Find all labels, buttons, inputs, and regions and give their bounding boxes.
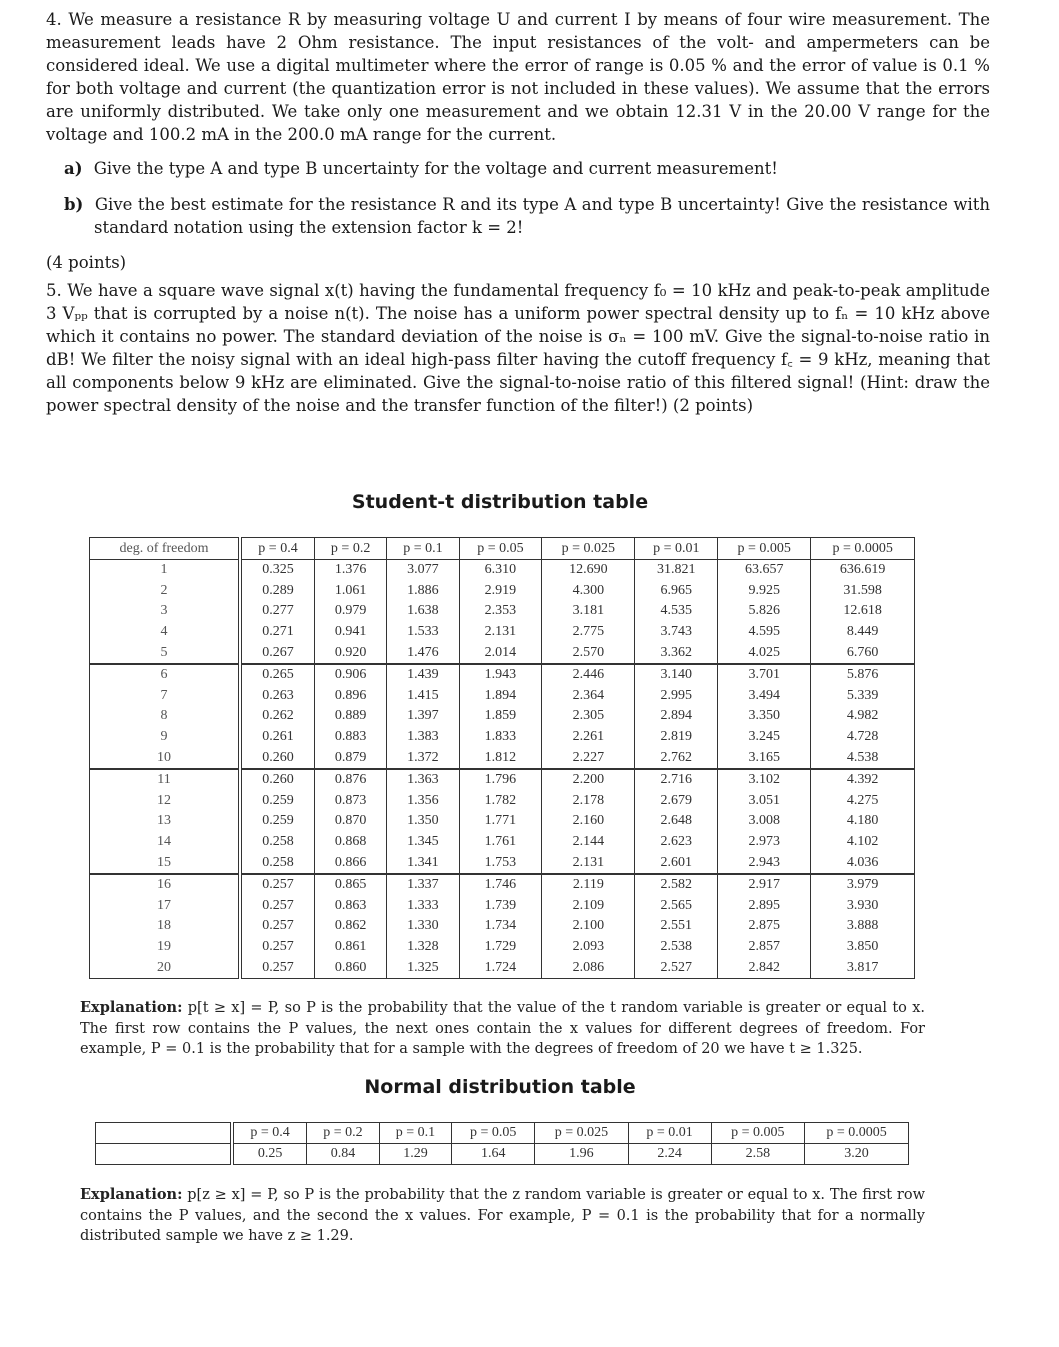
t-value-cell: 3.350 <box>718 706 811 727</box>
dof-cell: 19 <box>90 937 241 958</box>
table-row <box>90 957 915 978</box>
t-value-cell: 0.261 <box>240 727 315 748</box>
t-value-cell: 1.638 <box>387 601 459 622</box>
t-value-cell: 2.305 <box>542 706 635 727</box>
t-value-cell: 1.859 <box>459 706 542 727</box>
t-value-cell: 1.761 <box>459 832 542 853</box>
t-value-cell: 1.812 <box>459 747 542 769</box>
t-value-cell: 0.265 <box>240 664 315 686</box>
t-value-cell: 0.866 <box>315 852 387 874</box>
z-value: 3.20 <box>805 1144 909 1165</box>
t-value-cell: 6.760 <box>811 642 915 664</box>
z-value: 1.64 <box>452 1144 535 1165</box>
t-value-cell: 2.144 <box>542 832 635 853</box>
dof-cell: 1 <box>90 560 241 581</box>
t-value-cell: 0.257 <box>240 896 315 917</box>
t-value-cell: 0.906 <box>315 664 387 686</box>
t-value-cell: 2.679 <box>635 791 718 812</box>
problem-4a-label: a) <box>64 159 83 178</box>
student-t-header-row <box>90 538 915 560</box>
p-header: p = 0.4 <box>232 1123 307 1144</box>
t-value-cell: 5.339 <box>811 686 915 707</box>
problem-4-points: (4 points) <box>46 253 127 272</box>
t-value-cell: 4.728 <box>811 727 915 748</box>
table-row <box>90 642 915 664</box>
t-value-cell: 2.648 <box>635 811 718 832</box>
t-value-cell: 0.257 <box>240 874 315 896</box>
dof-cell: 14 <box>90 832 241 853</box>
t-value-cell: 1.476 <box>387 642 459 664</box>
t-value-cell: 2.716 <box>635 769 718 791</box>
t-value-cell: 1.341 <box>387 852 459 874</box>
t-value-cell: 1.796 <box>459 769 542 791</box>
dof-header: deg. of freedom <box>90 538 241 560</box>
z-value: 2.24 <box>628 1144 711 1165</box>
z-value: 1.96 <box>535 1144 628 1165</box>
t-value-cell: 3.245 <box>718 727 811 748</box>
t-value-cell: 0.257 <box>240 937 315 958</box>
t-value-cell: 1.894 <box>459 686 542 707</box>
t-value-cell: 0.862 <box>315 916 387 937</box>
table-row <box>90 601 915 622</box>
t-value-cell: 2.227 <box>542 747 635 769</box>
t-value-cell: 0.271 <box>240 622 315 643</box>
dof-cell: 20 <box>90 957 241 978</box>
table-row <box>90 560 915 581</box>
p-header: p = 0.2 <box>307 1123 379 1144</box>
t-value-cell: 6.310 <box>459 560 542 581</box>
dof-cell: 16 <box>90 874 241 896</box>
t-value-cell: 2.623 <box>635 832 718 853</box>
student-t-explanation-text: p[t ≥ x] = P, so P is the probability that the value of the t random variable is greater or equal to x. The first row contains the P values, the next ones contain the x values for different degrees of freedom. For example, P = 0.1 is the probability that for a sample with the degrees of freedom of 20 we have t ≥ 1.325. <box>80 1000 925 1057</box>
t-value-cell: 1.782 <box>459 791 542 812</box>
t-value-cell: 0.259 <box>240 791 315 812</box>
t-value-cell: 4.025 <box>718 642 811 664</box>
t-value-cell: 0.896 <box>315 686 387 707</box>
t-value-cell: 0.263 <box>240 686 315 707</box>
t-value-cell: 1.376 <box>315 560 387 581</box>
p-header: p = 0.025 <box>535 1123 628 1144</box>
t-value-cell: 1.734 <box>459 916 542 937</box>
t-value-cell: 4.036 <box>811 852 915 874</box>
t-value-cell: 0.879 <box>315 747 387 769</box>
t-value-cell: 0.865 <box>315 874 387 896</box>
t-value-cell: 1.739 <box>459 896 542 917</box>
t-value-cell: 1.383 <box>387 727 459 748</box>
problem-4b-text: Give the best estimate for the resistance R and its type A and type B uncertainty! Give the resistance with standard notation using the extension factor k = 2! <box>94 195 990 237</box>
t-value-cell: 0.257 <box>240 957 315 978</box>
t-value-cell: 1.337 <box>387 874 459 896</box>
t-value-cell: 4.538 <box>811 747 915 769</box>
problem-5-text: 5. We have a square wave signal x(t) having the fundamental frequency f₀ = 10 kHz and peak-to-peak amplitude 3 Vₚₚ that is corrupted by a noise n(t). The noise has a uniform power spectral density up to fₙ = 10 kHz above which it contains no power. The standard deviation of the noise is σₙ = 100 mV. Give the signal-to-noise ratio in dB! We filter the noisy signal with an ideal high-pass filter having the cutoff frequency f꜀ = 9 kHz, meaning that all components below 9 kHz are eliminated. Give the signal-to-noise ratio of this filtered signal! (Hint: draw the power spectral density of the noise and the transfer function of the filter!) (2 points) <box>46 281 990 415</box>
t-value-cell: 2.551 <box>635 916 718 937</box>
problem-4a <box>64 157 990 180</box>
t-value-cell: 1.345 <box>387 832 459 853</box>
t-value-cell: 1.439 <box>387 664 459 686</box>
p-header: p = 0.01 <box>628 1123 711 1144</box>
t-value-cell: 31.821 <box>635 560 718 581</box>
t-value-cell: 2.100 <box>542 916 635 937</box>
t-value-cell: 4.535 <box>635 601 718 622</box>
t-value-cell: 2.200 <box>542 769 635 791</box>
t-value-cell: 2.570 <box>542 642 635 664</box>
problem-4b-label: b) <box>64 195 84 214</box>
z-value: 2.58 <box>711 1144 804 1165</box>
dof-cell: 11 <box>90 769 241 791</box>
dof-cell: 4 <box>90 622 241 643</box>
normal-header-row <box>96 1123 909 1144</box>
t-value-cell: 1.729 <box>459 937 542 958</box>
t-value-cell: 1.333 <box>387 896 459 917</box>
dof-cell: 9 <box>90 727 241 748</box>
t-value-cell: 4.275 <box>811 791 915 812</box>
t-value-cell: 2.917 <box>718 874 811 896</box>
student-t-explanation-label: Explanation: <box>80 999 183 1016</box>
normal-explanation-text: p[z ≥ x] = P, so P is the probability that the z random variable is greater or equal to x. The first row contains the P values, and the second the x values. For example, P = 0.1 is the probability that for a normally distributed sample we have z ≥ 1.29. <box>80 1187 925 1244</box>
table-row <box>90 811 915 832</box>
normal-title: Normal distribution table <box>364 1076 636 1098</box>
t-value-cell: 0.889 <box>315 706 387 727</box>
t-value-cell: 2.775 <box>542 622 635 643</box>
t-value-cell: 0.860 <box>315 957 387 978</box>
student-t-title: Student-t distribution table <box>351 491 649 513</box>
table-row <box>90 874 915 896</box>
t-value-cell: 12.690 <box>542 560 635 581</box>
normal-table <box>95 1122 909 1165</box>
t-value-cell: 0.259 <box>240 811 315 832</box>
t-value-cell: 2.565 <box>635 896 718 917</box>
t-value-cell: 2.857 <box>718 937 811 958</box>
table-row <box>90 686 915 707</box>
t-value-cell: 4.300 <box>542 581 635 602</box>
normal-explanation <box>80 1185 925 1247</box>
t-value-cell: 0.868 <box>315 832 387 853</box>
t-value-cell: 0.863 <box>315 896 387 917</box>
z-value: 0.25 <box>232 1144 307 1165</box>
t-value-cell: 0.883 <box>315 727 387 748</box>
t-value-cell: 1.886 <box>387 581 459 602</box>
t-value-cell: 1.833 <box>459 727 542 748</box>
t-value-cell: 0.260 <box>240 747 315 769</box>
dof-cell: 12 <box>90 791 241 812</box>
t-value-cell: 3.743 <box>635 622 718 643</box>
t-value-cell: 8.449 <box>811 622 915 643</box>
t-value-cell: 4.102 <box>811 832 915 853</box>
t-value-cell: 3.181 <box>542 601 635 622</box>
dof-cell: 18 <box>90 916 241 937</box>
t-value-cell: 3.008 <box>718 811 811 832</box>
t-value-cell: 0.941 <box>315 622 387 643</box>
t-value-cell: 0.262 <box>240 706 315 727</box>
t-value-cell: 3.701 <box>718 664 811 686</box>
p-header: p = 0.0005 <box>805 1123 909 1144</box>
t-value-cell: 2.446 <box>542 664 635 686</box>
t-value-cell: 0.861 <box>315 937 387 958</box>
t-value-cell: 2.131 <box>542 852 635 874</box>
t-value-cell: 1.328 <box>387 937 459 958</box>
dof-cell: 13 <box>90 811 241 832</box>
z-value: 1.29 <box>379 1144 451 1165</box>
table-row <box>90 852 915 874</box>
t-value-cell: 3.165 <box>718 747 811 769</box>
t-value-cell: 3.979 <box>811 874 915 896</box>
p-header: p = 0.05 <box>452 1123 535 1144</box>
dof-cell: 3 <box>90 601 241 622</box>
normal-value-row <box>96 1144 909 1165</box>
t-value-cell: 1.746 <box>459 874 542 896</box>
t-value-cell: 3.140 <box>635 664 718 686</box>
t-value-cell: 2.261 <box>542 727 635 748</box>
table-row <box>90 706 915 727</box>
t-value-cell: 2.527 <box>635 957 718 978</box>
dof-cell: 8 <box>90 706 241 727</box>
table-row <box>90 896 915 917</box>
t-value-cell: 3.077 <box>387 560 459 581</box>
t-value-cell: 1.363 <box>387 769 459 791</box>
t-value-cell: 2.086 <box>542 957 635 978</box>
dof-cell: 17 <box>90 896 241 917</box>
dof-cell: 7 <box>90 686 241 707</box>
t-value-cell: 3.888 <box>811 916 915 937</box>
p-header: p = 0.2 <box>315 538 387 560</box>
t-value-cell: 1.415 <box>387 686 459 707</box>
t-value-cell: 1.533 <box>387 622 459 643</box>
normal-corner-cell <box>96 1123 233 1144</box>
t-value-cell: 1.372 <box>387 747 459 769</box>
t-value-cell: 0.876 <box>315 769 387 791</box>
p-header: p = 0.05 <box>459 538 542 560</box>
t-value-cell: 2.582 <box>635 874 718 896</box>
table-row <box>90 664 915 686</box>
t-value-cell: 0.260 <box>240 769 315 791</box>
p-header: p = 0.005 <box>718 538 811 560</box>
t-value-cell: 2.894 <box>635 706 718 727</box>
t-value-cell: 3.850 <box>811 937 915 958</box>
dof-cell: 10 <box>90 747 241 769</box>
table-row <box>90 747 915 769</box>
problem-4b <box>64 193 990 239</box>
t-value-cell: 0.289 <box>240 581 315 602</box>
table-row <box>90 581 915 602</box>
t-value-cell: 3.494 <box>718 686 811 707</box>
t-value-cell: 4.982 <box>811 706 915 727</box>
dof-cell: 2 <box>90 581 241 602</box>
t-value-cell: 636.619 <box>811 560 915 581</box>
table-row <box>90 622 915 643</box>
t-value-cell: 2.119 <box>542 874 635 896</box>
t-value-cell: 0.267 <box>240 642 315 664</box>
t-value-cell: 1.330 <box>387 916 459 937</box>
table-row <box>90 727 915 748</box>
t-value-cell: 3.102 <box>718 769 811 791</box>
t-value-cell: 2.919 <box>459 581 542 602</box>
t-value-cell: 2.842 <box>718 957 811 978</box>
t-value-cell: 2.353 <box>459 601 542 622</box>
t-value-cell: 4.392 <box>811 769 915 791</box>
dof-cell: 6 <box>90 664 241 686</box>
t-value-cell: 2.819 <box>635 727 718 748</box>
t-value-cell: 2.364 <box>542 686 635 707</box>
normal-explanation-label: Explanation: <box>80 1186 183 1203</box>
t-value-cell: 3.362 <box>635 642 718 664</box>
t-value-cell: 1.350 <box>387 811 459 832</box>
p-header: p = 0.025 <box>542 538 635 560</box>
t-value-cell: 0.873 <box>315 791 387 812</box>
t-value-cell: 2.538 <box>635 937 718 958</box>
t-value-cell: 0.325 <box>240 560 315 581</box>
table-row <box>90 916 915 937</box>
z-value: 0.84 <box>307 1144 379 1165</box>
dof-cell: 5 <box>90 642 241 664</box>
p-header: p = 0.005 <box>711 1123 804 1144</box>
t-value-cell: 2.093 <box>542 937 635 958</box>
table-row <box>90 769 915 791</box>
t-value-cell: 2.995 <box>635 686 718 707</box>
table-row <box>90 791 915 812</box>
t-value-cell: 1.943 <box>459 664 542 686</box>
t-value-cell: 2.601 <box>635 852 718 874</box>
t-value-cell: 2.109 <box>542 896 635 917</box>
t-value-cell: 2.014 <box>459 642 542 664</box>
t-value-cell: 2.131 <box>459 622 542 643</box>
t-value-cell: 31.598 <box>811 581 915 602</box>
p-header: p = 0.1 <box>387 538 459 560</box>
t-value-cell: 1.753 <box>459 852 542 874</box>
normal-corner-cell <box>96 1144 233 1165</box>
dof-cell: 15 <box>90 852 241 874</box>
t-value-cell: 1.325 <box>387 957 459 978</box>
t-value-cell: 12.618 <box>811 601 915 622</box>
t-value-cell: 0.920 <box>315 642 387 664</box>
problem-4-text: 4. We measure a resistance R by measuring voltage U and current I by means of four wire measurement. The measurement leads have 2 Ohm resistance. The input resistances of the volt- and ampermeters can be considered ideal. We use a digital multimeter where the error of range is 0.05 % and the error of value is 0.1 % for both voltage and current (the quantization error is not included in these values). We assume that the errors are uniformly distributed. We take only one measurement and we obtain 12.31 V in the 20.00 V range for the voltage and 100.2 mA in the 200.0 mA range for the current. <box>46 10 990 144</box>
student-t-explanation <box>80 998 925 1060</box>
t-value-cell: 2.160 <box>542 811 635 832</box>
t-value-cell: 1.724 <box>459 957 542 978</box>
t-value-cell: 0.257 <box>240 916 315 937</box>
t-value-cell: 3.817 <box>811 957 915 978</box>
t-value-cell: 0.258 <box>240 832 315 853</box>
t-value-cell: 1.771 <box>459 811 542 832</box>
table-row <box>90 937 915 958</box>
t-value-cell: 5.876 <box>811 664 915 686</box>
t-value-cell: 1.397 <box>387 706 459 727</box>
t-value-cell: 0.258 <box>240 852 315 874</box>
t-value-cell: 2.875 <box>718 916 811 937</box>
t-value-cell: 2.178 <box>542 791 635 812</box>
t-value-cell: 2.973 <box>718 832 811 853</box>
t-value-cell: 1.356 <box>387 791 459 812</box>
t-value-cell: 1.061 <box>315 581 387 602</box>
p-header: p = 0.01 <box>635 538 718 560</box>
t-value-cell: 4.595 <box>718 622 811 643</box>
t-value-cell: 6.965 <box>635 581 718 602</box>
t-value-cell: 3.930 <box>811 896 915 917</box>
p-header: p = 0.4 <box>240 538 315 560</box>
t-value-cell: 3.051 <box>718 791 811 812</box>
p-header: p = 0.0005 <box>811 538 915 560</box>
t-value-cell: 2.895 <box>718 896 811 917</box>
t-value-cell: 0.870 <box>315 811 387 832</box>
problem-4a-text: Give the type A and type B uncertainty for the voltage and current measurement! <box>93 159 778 178</box>
t-value-cell: 0.979 <box>315 601 387 622</box>
t-value-cell: 2.762 <box>635 747 718 769</box>
student-t-table <box>89 537 915 979</box>
t-value-cell: 4.180 <box>811 811 915 832</box>
t-value-cell: 5.826 <box>718 601 811 622</box>
t-value-cell: 2.943 <box>718 852 811 874</box>
table-row <box>90 832 915 853</box>
t-value-cell: 0.277 <box>240 601 315 622</box>
p-header: p = 0.1 <box>379 1123 451 1144</box>
t-value-cell: 9.925 <box>718 581 811 602</box>
t-value-cell: 63.657 <box>718 560 811 581</box>
